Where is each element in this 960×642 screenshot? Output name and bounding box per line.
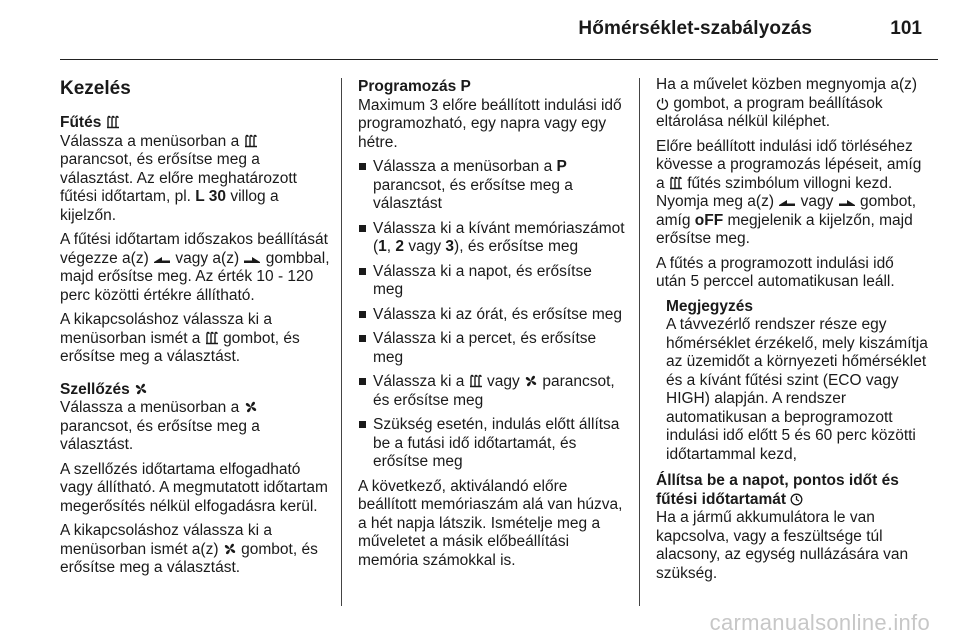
column-2: [358, 78, 626, 576]
watermark: carmanualsonline.info: [709, 610, 930, 635]
paragraph: Előre beállított indulási idő törléséhez kövesse a programozás lépéseit, amíg a fűtés szimbólum villogni kezd. Nyomja meg a(z) vagy gombot, amíg oFF megjelenik a kijelzőn, majd erősítse meg.: [656, 137, 922, 247]
paragraph: A következő, aktiválandó előre beállított memóriaszám alá van húzva, a hét napja látszik. Ismételje meg a műveletet a másik előbeállítási memória számokkal is.: [358, 477, 623, 569]
heat-waves-icon: [205, 331, 219, 345]
list-item: Válassza ki a percet, és erősítse meg: [358, 330, 626, 367]
clock-icon: [790, 493, 803, 506]
heat-waves-icon: [244, 134, 258, 148]
list-item: Válassza ki az órát, és erősítse meg: [358, 306, 626, 325]
list-item: Szükség esetén, indulás előtt állítsa be a futási idő időtartamát, és erősítse meg: [358, 416, 626, 472]
paragraph: A fűtési időtartam időszakos beállítását végezze a(z) vagy a(z) gombbal, majd erősítse meg. Az érték 10 - 120 perc közötti értékre állítható.: [60, 231, 330, 304]
paragraph: Ha a jármű akkumulátora le van kapcsolva, vagy a feszültsége túl alacsony, az egység nullázására van szükség.: [656, 509, 909, 582]
fan-icon: [223, 542, 237, 556]
list-item: Válassza ki a napot, és erősítse meg: [358, 263, 626, 300]
page-title: Hőmérséklet-szabályozás: [578, 18, 812, 39]
heat-waves-icon: [106, 115, 120, 129]
column-divider: [639, 78, 640, 606]
paragraph: A kikapcsoláshoz válassza ki a menüsorban ismét a gombot, és erősítse meg a választást.: [60, 311, 300, 365]
arrow-left-icon: [153, 255, 171, 265]
heat-waves-icon: [669, 176, 683, 190]
fan-icon: [134, 382, 148, 396]
heat-waves-icon: [469, 374, 483, 388]
paragraph: A szellőzés időtartama elfogadható vagy állítható. A megmutatott időtartam megerősítés nélkül elfogadásra kerül.: [60, 460, 328, 515]
list-item: Válassza ki a vagy parancsot, és erősítse meg: [358, 373, 626, 410]
step-list: [358, 158, 626, 472]
paragraph: Válassza a menüsorban a parancsot, és erősítse meg a választást.: [60, 399, 260, 453]
arrow-right-icon: [838, 198, 856, 208]
section-heading: Kezelés: [60, 78, 131, 99]
column-divider: [341, 78, 342, 606]
paragraph: Maximum 3 előre beállított indulási idő programozható, egy napra vagy egy hétre.: [358, 96, 622, 151]
header-rule: [60, 59, 938, 60]
programming-heading: Programozás P: [358, 78, 471, 95]
list-item: Válassza ki a kívánt memóriaszámot (1, 2 vagy 3), és erősítse meg: [358, 220, 626, 257]
note-title: Megjegyzés: [666, 297, 754, 315]
fan-icon: [244, 400, 258, 414]
paragraph: Ha a művelet közben megnyomja a(z) gombot, a program beállítások eltárolása nélkül kiléphet.: [656, 76, 918, 130]
paragraph: A kikapcsoláshoz válassza ki a menüsorban ismét a(z) gombot, és erősítse meg a választást.: [60, 522, 318, 576]
fan-icon: [524, 374, 538, 388]
note-box: [666, 298, 928, 465]
arrow-left-icon: [778, 198, 796, 208]
list-item: Válassza a menüsorban a P parancsot, és erősítse meg a választást: [358, 158, 626, 214]
power-icon: [656, 97, 669, 110]
subsection-heading: Állítsa be a napot, pontos időt és fűtési időtartamát: [656, 472, 899, 508]
note-text: A távvezérlő rendszer része egy hőmérséklet érzékelő, mely kiszámítja az üzemidőt a környezeti hőmérséklet és a kívánt fűtési szint (ECO vagy HIGH) alapján. A rendszer automatikusan a beprogramozott indulási idő előtt 5 és 60 perc közötti időtartammal kezd,: [666, 316, 928, 463]
arrow-right-icon: [243, 255, 261, 265]
column-3: [656, 76, 928, 589]
ventilation-heading: Szellőzés: [60, 381, 330, 400]
page-number: 101: [890, 18, 922, 39]
paragraph: Válassza a menüsorban a parancsot, és erősítse meg a választást. Az előre meghatározott fűtési időtartam, pl. L 30 villog a kijelzőn.: [60, 132, 297, 224]
paragraph: A fűtés a programozott indulási idő után 5 perccel automatikusan leáll.: [656, 254, 895, 290]
heating-heading: Fűtés: [60, 114, 330, 133]
column-1: [60, 76, 330, 584]
